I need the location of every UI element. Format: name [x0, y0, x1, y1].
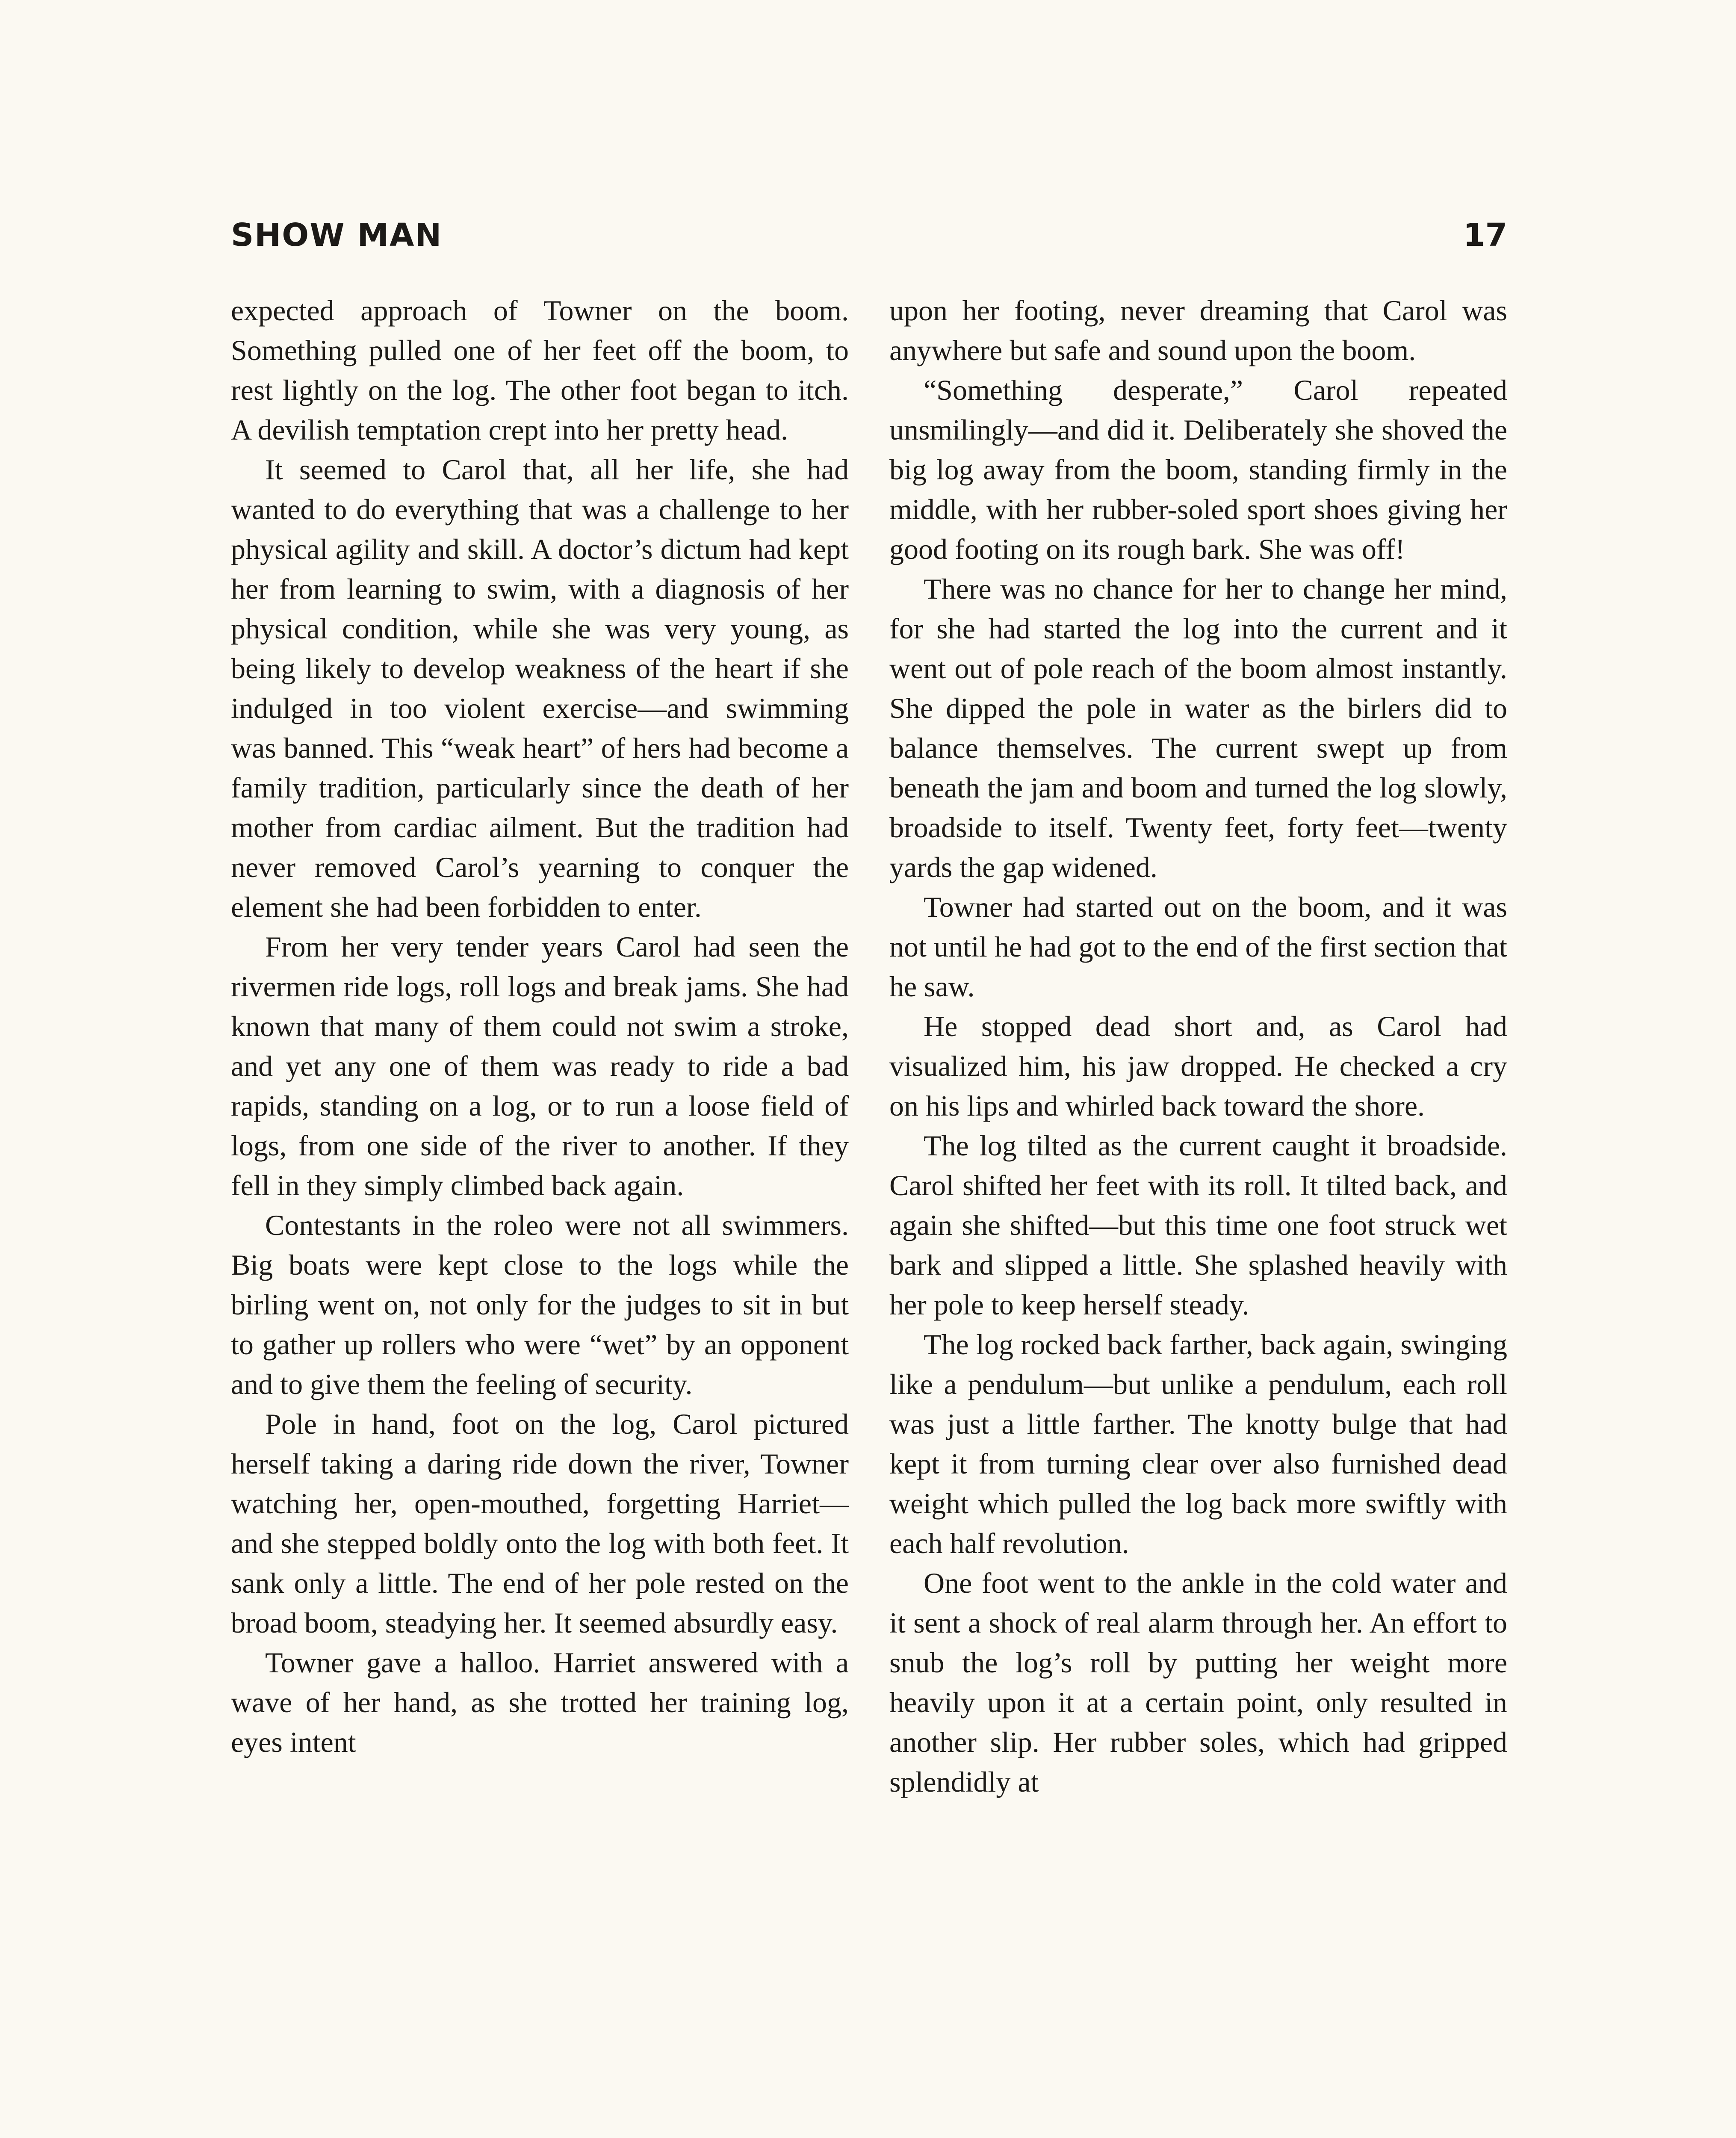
page-number: 17: [1463, 217, 1507, 254]
running-header: [231, 216, 1507, 254]
paragraph: Pole in hand, foot on the log, Carol pictured herself taking a daring ride down the river, Towner watching her, open-mouthed, forgetting Harriet—and she stepped boldly onto the log with both feet. It sank only a little. The end of her pole rested on the broad boom, steadying her. It seemed absurdly easy.: [231, 1408, 849, 1639]
paragraph: The log tilted as the current caught it broadside. Carol shifted her feet with its roll. It tilted back, and again she shifted—but this time one foot struck wet bark and slipped a little. She splashed heavily with her pole to keep herself steady.: [889, 1129, 1507, 1321]
paragraph: Contestants in the roleo were not all swimmers. Big boats were kept close to the logs while the birling went on, not only for the judges to sit in but to gather up rollers who were “wet” by an opponent and to give them the feeling of security.: [231, 1209, 849, 1400]
paragraph: “Something desperate,” Carol repeated unsmilingly—and did it. Deliberately she shoved the big log away from the boom, standing firmly in the middle, with her rubber-soled sport shoes giving her good footing on its rough bark. She was off!: [889, 374, 1507, 565]
text-column-right: [889, 291, 1507, 2138]
paragraph: expected approach of Towner on the boom. Something pulled one of her feet off the boom, to rest lightly on the log. The other foot began to itch. A devilish temptation crept into her pretty head.: [231, 294, 849, 446]
paragraph: He stopped dead short and, as Carol had visualized him, his jaw dropped. He checked a cry on his lips and whirled back toward the shore.: [889, 1010, 1507, 1122]
paragraph: Towner had started out on the boom, and it was not until he had got to the end of the first section that he saw.: [889, 891, 1507, 1003]
paragraph: There was no chance for her to change her mind, for she had started the log into the current and it went out of pole reach of the boom almost instantly. She dipped the pole in water as the birlers did to balance themselves. The current swept up from beneath the jam and boom and turned the log slowly, broadside to itself. Twenty feet, forty feet—twenty yards the gap widened.: [889, 573, 1507, 883]
paragraph: One foot went to the ankle in the cold water and it sent a shock of real alarm through her. An effort to snub the log’s roll by putting her weight more heavily upon it at a certain point, only resulted in another slip. Her rubber soles, which had gripped splendidly at: [889, 1567, 1507, 1798]
paragraph: The log rocked back farther, back again, swinging like a pendulum—but unlike a pendulum, each roll was just a little farther. The knotty bulge that had kept it from turning clear over also furnished dead weight which pulled the log back more swiftly with each half revolution.: [889, 1328, 1507, 1559]
text-column-left: [231, 291, 849, 2138]
paragraph: upon her footing, never dreaming that Carol was anywhere but safe and sound upon the boom.: [889, 294, 1507, 366]
running-title: SHOW MAN: [231, 217, 443, 254]
paragraph: From her very tender years Carol had seen the rivermen ride logs, roll logs and break jams. She had known that many of them could not swim a stroke, and yet any one of them was ready to ride a bad rapids, standing on a log, or to run a loose field of logs, from one side of the river to another. If they fell in they simply climbed back again.: [231, 930, 849, 1202]
paragraph: It seemed to Carol that, all her life, she had wanted to do everything that was a challenge to her physical agility and skill. A doctor’s dictum had kept her from learning to swim, with a diagnosis of her physical condition, while she was very young, as being likely to develop weakness of the heart if she indulged in too violent exercise—and swimming was banned. This “weak heart” of hers had become a family tradition, particularly since the death of her mother from cardiac ailment. But the tradition had never removed Carol’s yearning to conquer the element she had been forbidden to enter.: [231, 453, 849, 923]
paragraph: Towner gave a halloo. Harriet answered with a wave of her hand, as she trotted her training log, eyes intent: [231, 1646, 849, 1758]
